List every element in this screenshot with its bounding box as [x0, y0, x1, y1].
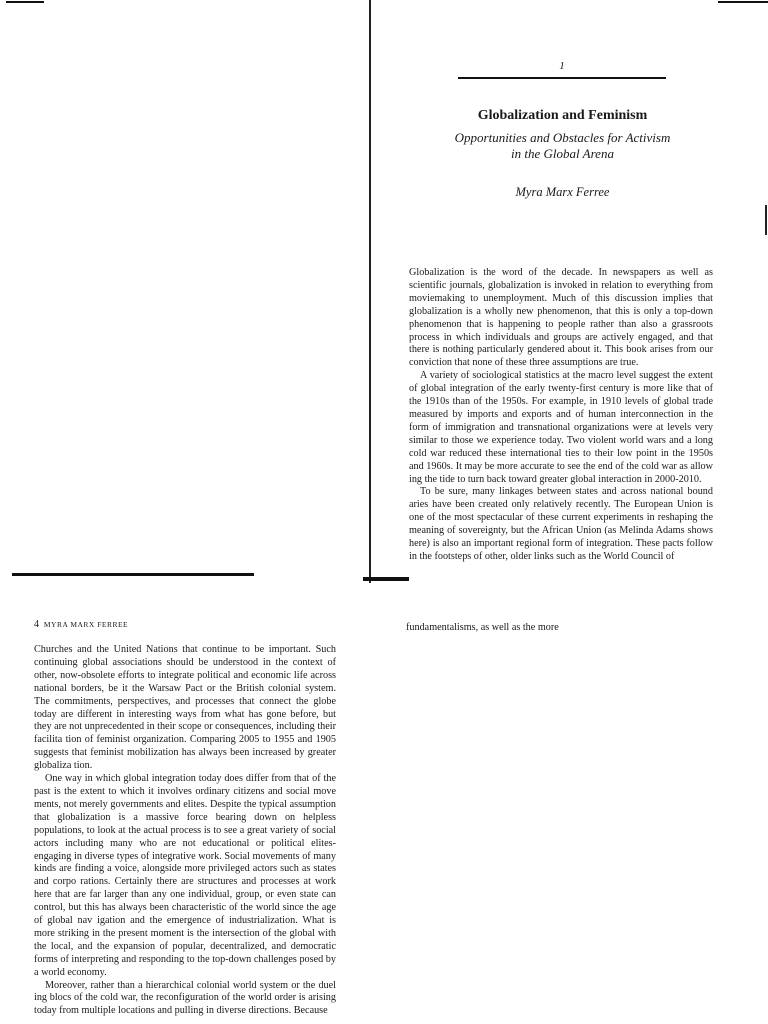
page2-body-text — [34, 644, 336, 1018]
page-divider-vertical — [369, 0, 371, 583]
top-right-rule — [718, 1, 768, 3]
running-head — [34, 619, 128, 630]
top-left-rule — [6, 1, 44, 3]
body-paragraph: To be sure, many linkages between states and across national bound aries have been created only relatively recently. The European Union is one of the most spectacular of these current experiments in reshaping the meaning of sovereignty, but the African Union (as Melinda Adams shows here) is also an important regional form of integration. These pacts follow in the footsteps of other, older links such as the World Council of — [409, 486, 713, 562]
chapter-author: Myra Marx Ferree — [515, 185, 610, 199]
chapter-number: 1 — [559, 60, 565, 72]
page1-body-text — [409, 267, 713, 564]
right-page-bottom-rule — [363, 577, 409, 581]
body-paragraph: One way in which global integration today does differ from that of the past is the extent to which it involves ordinary citizens and social move ments, not merely governments and elites. Despite the typical assumption that globalization is a massive force bearing down on helpless populations, to look at the actual process is to see a great variety of social actors including many who are not educational or political elites-engaging in diverse types of integrative work. Social movements of many kinds are finding a voice, alongside more privileged actors such as states and corpo rations. Certainly there are structures and processes at work here that are far larger than any one individual, group, or even state can control, but this has always been characteristic of the world since the age of global nav igation and the emergence of industrialization. What is more striking in the present moment is the intersection of the global with the local, and the expansion of popular, decentralized, and democratic forms of interpreting and responding to the top-down challenges posed by a world economy. — [34, 773, 336, 978]
body-paragraph: Globalization is the word of the decade. In newspapers as well as scientific journals, globalization is invoked in relation to everything from moviemaking to unemployment. Much of this discussion implies that globalization is a wholly new phenomenon, that this is only a top-down phenomenon that is happening to people rather than also a grassroots process in which individuals and groups are actively engaged, and that there is nothing particularly gendered about it. This book arises from our conviction that none of these three assumptions are true. — [409, 267, 713, 369]
right-edge-mark — [765, 205, 767, 235]
running-head-author: MYRA MARX FERREE — [43, 620, 129, 629]
page-number: 4 — [34, 619, 40, 630]
chapter-title-rule — [458, 77, 666, 79]
next-page-fragment: fundamentalisms, as well as the more — [406, 622, 559, 633]
left-page-bottom-rule — [12, 573, 254, 576]
body-paragraph: A variety of sociological statistics at the macro level suggest the extent of global integration of the early twenty-first century is more like that of the 1910s than of the 1950s. For example, in 1910 levels of global trade measured by imports and exports and of human interconnection in the form of immigration and transnational organizations were at levels very similar to those we experience today. Two violent world wars and a long cold war reduced these international ties to their low point in the 1950s and 1960s. It may be more accurate to see the end of the cold war as allow ing the tide to turn back toward greater global interaction in 2000-2010. — [409, 370, 713, 485]
chapter-subtitle — [430, 130, 695, 162]
body-paragraph: Churches and the United Nations that continue to be important. Such continuing global associations should be understood in the context of other, now-obsolete efforts to integrate political and economic life across national borders, be it the Warsaw Pact or the British colonial system. The commitments, perspectives, and processes that connect the globe today are different in interesting ways from what has gone before, but they are not unprecedented in their scope or consequences, including their facilita tion of feminist organization. Comparing 2005 to 1955 and 1905 suggests that feminist mobilization has always been increased by greater globaliza tion. — [34, 644, 336, 772]
body-paragraph: Moreover, rather than a hierarchical colonial world system or the duel ing blocs of the cold war, the reconfiguration of the world order is arising today from multiple locations and pulling in diverse directions. Because — [34, 979, 336, 1017]
subtitle-line-2: in the Global Arena — [511, 146, 614, 161]
chapter-title: Globalization and Feminism — [477, 108, 648, 123]
subtitle-line-1: Opportunities and Obstacles for Activism — [454, 130, 671, 145]
